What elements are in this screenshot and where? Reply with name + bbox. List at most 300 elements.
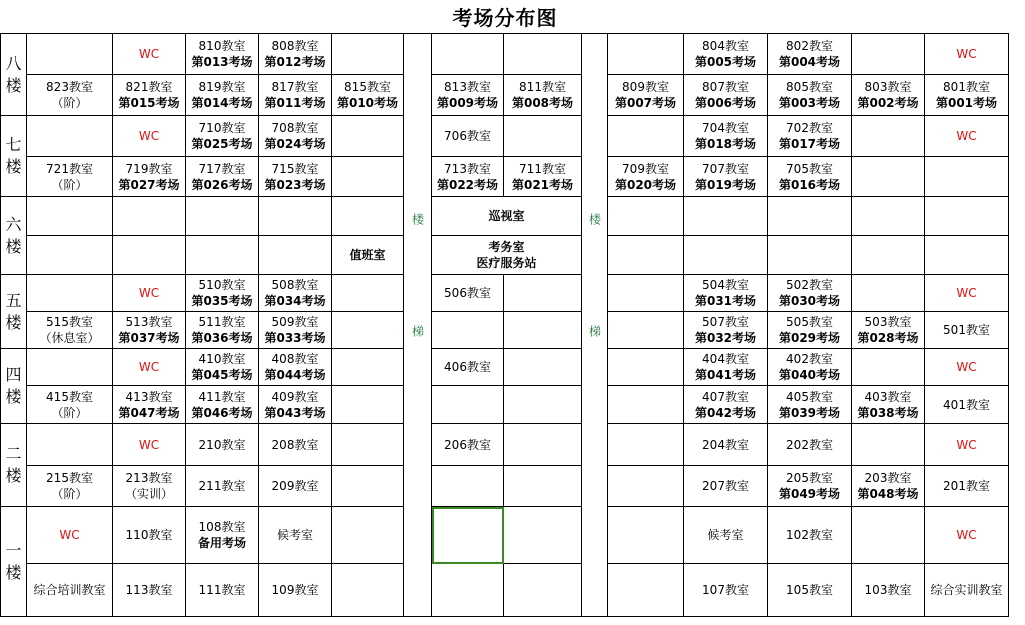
room-cell bbox=[27, 75, 113, 116]
room-cell bbox=[259, 507, 332, 564]
room-cell bbox=[768, 75, 852, 116]
room-name: 805教室 bbox=[786, 80, 833, 94]
room-cell bbox=[684, 349, 768, 386]
exam-room-label: 第046考场 bbox=[191, 405, 253, 420]
empty-cell bbox=[925, 236, 1009, 275]
empty-cell bbox=[852, 275, 925, 312]
room-note: （阶） bbox=[51, 96, 88, 110]
empty-cell bbox=[332, 349, 404, 386]
table-row bbox=[1, 312, 1009, 349]
stair-label: 楼梯 bbox=[587, 213, 602, 437]
empty-cell bbox=[852, 116, 925, 157]
room-name: 407教室 bbox=[702, 389, 749, 404]
table-row bbox=[1, 564, 1009, 617]
empty-cell bbox=[432, 34, 504, 75]
empty-cell bbox=[432, 312, 504, 349]
room-cell bbox=[186, 116, 259, 157]
room-cell bbox=[259, 75, 332, 116]
room-cell bbox=[684, 564, 768, 617]
exam-room-label: 第023考场 bbox=[264, 177, 326, 192]
room-name: 506教室 bbox=[444, 286, 491, 300]
room-name: 509教室 bbox=[271, 315, 319, 329]
room-cell bbox=[768, 507, 852, 564]
empty-cell bbox=[768, 197, 852, 236]
empty-cell bbox=[186, 236, 259, 275]
room-name: 205教室 bbox=[786, 471, 833, 485]
exam-room-label: 第002考场 bbox=[857, 96, 919, 110]
room-name: 801教室 bbox=[943, 80, 990, 94]
exam-room-label: 第007考场 bbox=[614, 96, 677, 110]
exam-room-label: 第024考场 bbox=[264, 137, 326, 151]
room-name: 719教室 bbox=[125, 161, 173, 176]
table-row bbox=[1, 507, 1009, 564]
room-name: 501教室 bbox=[943, 323, 990, 337]
exam-room-label: 第014考场 bbox=[191, 96, 253, 110]
room-name: 215教室 bbox=[46, 471, 93, 485]
room-cell bbox=[684, 34, 768, 75]
exam-room-label: 第028考场 bbox=[857, 331, 919, 345]
room-cell bbox=[186, 275, 259, 312]
floor-label: 八楼 bbox=[1, 34, 27, 116]
empty-cell bbox=[113, 236, 186, 275]
room-name: 817教室 bbox=[271, 80, 319, 94]
table-row bbox=[1, 157, 1009, 197]
room-name: 109教室 bbox=[271, 583, 319, 597]
room-cell bbox=[684, 116, 768, 157]
exam-room-label: 第025考场 bbox=[191, 137, 253, 151]
room-note: （阶） bbox=[51, 487, 88, 501]
room-name: 708教室 bbox=[271, 121, 319, 135]
exam-room-label: 第047考场 bbox=[118, 405, 180, 420]
empty-cell bbox=[608, 116, 684, 157]
wc-cell: WC bbox=[113, 424, 186, 466]
exam-room-label: 第016考场 bbox=[778, 177, 841, 192]
room-cell bbox=[332, 75, 404, 116]
exam-room-label: 第037考场 bbox=[118, 331, 180, 345]
wc-cell: WC bbox=[925, 349, 1009, 386]
empty-cell bbox=[186, 197, 259, 236]
wc-cell: WC bbox=[925, 275, 1009, 312]
empty-cell bbox=[852, 157, 925, 197]
room-cell bbox=[684, 386, 768, 424]
room-name: 717教室 bbox=[198, 161, 246, 176]
empty-cell bbox=[608, 349, 684, 386]
room-name: 513教室 bbox=[125, 315, 173, 329]
empty-cell bbox=[332, 197, 404, 236]
exam-room-label: 第017考场 bbox=[778, 137, 841, 151]
room-name: 803教室 bbox=[864, 80, 912, 94]
room-cell bbox=[259, 275, 332, 312]
room-cell bbox=[684, 466, 768, 507]
empty-cell bbox=[504, 275, 582, 312]
room-name: 511教室 bbox=[198, 315, 246, 329]
room-name: 711教室 bbox=[519, 161, 566, 176]
room-name: 705教室 bbox=[786, 161, 833, 176]
empty-cell bbox=[608, 424, 684, 466]
wc-cell: WC bbox=[113, 34, 186, 75]
floor-label: 七楼 bbox=[1, 116, 27, 197]
room-name: 404教室 bbox=[702, 352, 749, 366]
room-name: 807教室 bbox=[702, 80, 749, 94]
room-name: 考务室 bbox=[488, 240, 525, 254]
room-name: 505教室 bbox=[786, 315, 833, 329]
empty-cell bbox=[768, 236, 852, 275]
room-name: 411教室 bbox=[198, 389, 246, 404]
exam-room-label: 第048考场 bbox=[857, 487, 919, 501]
room-name: 候考室 bbox=[276, 528, 313, 542]
room-cell bbox=[432, 275, 504, 312]
empty-cell bbox=[608, 386, 684, 424]
empty-cell bbox=[27, 116, 113, 157]
room-name: 709教室 bbox=[622, 161, 669, 176]
room-cell bbox=[768, 116, 852, 157]
empty-cell bbox=[608, 275, 684, 312]
office-cell: 值班室 bbox=[332, 236, 404, 275]
room-name: 811教室 bbox=[519, 80, 566, 94]
empty-cell bbox=[432, 386, 504, 424]
empty-cell bbox=[852, 236, 925, 275]
room-name: 504教室 bbox=[702, 278, 749, 292]
room-cell bbox=[925, 564, 1009, 617]
room-cell bbox=[186, 312, 259, 349]
empty-cell bbox=[684, 197, 768, 236]
empty-cell bbox=[332, 466, 404, 507]
exam-room-label: 第026考场 bbox=[191, 177, 253, 192]
empty-cell bbox=[608, 197, 684, 236]
exam-room-label: 第038考场 bbox=[857, 405, 919, 420]
exam-room-label: 第031考场 bbox=[694, 294, 757, 308]
room-cell bbox=[27, 466, 113, 507]
empty-cell bbox=[504, 424, 582, 466]
room-cell bbox=[27, 312, 113, 349]
room-cell bbox=[684, 75, 768, 116]
room-cell bbox=[186, 386, 259, 424]
room-name: 721教室 bbox=[46, 161, 93, 176]
room-name: 804教室 bbox=[702, 39, 749, 53]
room-name: 815教室 bbox=[344, 80, 391, 94]
room-name: 405教室 bbox=[786, 389, 833, 404]
table-row bbox=[1, 116, 1009, 157]
wc-cell: WC bbox=[925, 424, 1009, 466]
room-name: 508教室 bbox=[271, 278, 319, 292]
empty-cell bbox=[925, 197, 1009, 236]
floor-label: 五楼 bbox=[1, 275, 27, 349]
empty-cell bbox=[925, 157, 1009, 197]
room-cell bbox=[259, 116, 332, 157]
room-cell bbox=[768, 34, 852, 75]
room-name: 502教室 bbox=[786, 278, 833, 292]
room-cell bbox=[27, 157, 113, 197]
room-cell bbox=[684, 507, 768, 564]
empty-cell bbox=[608, 312, 684, 349]
room-name: 候考室 bbox=[707, 528, 744, 542]
room-cell bbox=[852, 75, 925, 116]
empty-cell bbox=[852, 34, 925, 75]
room-name: 综合培训教室 bbox=[33, 583, 106, 597]
room-cell bbox=[608, 75, 684, 116]
empty-cell bbox=[432, 564, 504, 617]
room-cell bbox=[925, 312, 1009, 349]
floor-label: 四楼 bbox=[1, 349, 27, 424]
exam-room-label: 第005考场 bbox=[694, 55, 757, 69]
empty-cell bbox=[259, 197, 332, 236]
table-row bbox=[1, 466, 1009, 507]
room-name: 207教室 bbox=[702, 479, 749, 493]
selected-cell[interactable] bbox=[432, 507, 504, 564]
table-row bbox=[1, 349, 1009, 386]
exam-room-label: 第010考场 bbox=[336, 96, 399, 110]
room-name: 706教室 bbox=[444, 129, 491, 143]
room-name: 211教室 bbox=[198, 479, 246, 493]
exam-room-label: 医疗服务站 bbox=[476, 256, 537, 270]
room-cell bbox=[684, 312, 768, 349]
room-cell bbox=[113, 157, 186, 197]
room-cell bbox=[768, 349, 852, 386]
room-name: 103教室 bbox=[864, 583, 912, 597]
room-name: 401教室 bbox=[943, 397, 990, 412]
room-cell bbox=[113, 466, 186, 507]
room-name: 203教室 bbox=[864, 471, 912, 485]
exam-room-label: 第042考场 bbox=[694, 405, 757, 420]
room-name: 113教室 bbox=[125, 583, 173, 597]
exam-room-label: 第043考场 bbox=[264, 405, 326, 420]
room-cell bbox=[768, 466, 852, 507]
room-cell bbox=[186, 424, 259, 466]
room-name: 108教室 bbox=[198, 520, 246, 534]
room-name: 823教室 bbox=[46, 80, 93, 94]
empty-cell bbox=[852, 424, 925, 466]
exam-room-label: 第003考场 bbox=[778, 96, 841, 110]
empty-cell bbox=[608, 564, 684, 617]
room-name: 406教室 bbox=[444, 360, 491, 374]
room-cell bbox=[259, 312, 332, 349]
wc-cell: WC bbox=[113, 116, 186, 157]
exam-room-label: 第035考场 bbox=[191, 294, 253, 308]
exam-room-label: 第027考场 bbox=[118, 177, 180, 192]
table-row bbox=[1, 386, 1009, 424]
wc-cell: WC bbox=[925, 34, 1009, 75]
room-name: 819教室 bbox=[198, 80, 246, 94]
stairwell bbox=[582, 34, 608, 617]
room-cell bbox=[432, 236, 582, 275]
exam-room-label: 第034考场 bbox=[264, 294, 326, 308]
floor-label: 六楼 bbox=[1, 197, 27, 275]
room-cell bbox=[432, 116, 504, 157]
room-name: 710教室 bbox=[198, 121, 246, 135]
table-row bbox=[1, 34, 1009, 75]
room-cell bbox=[113, 386, 186, 424]
room-cell bbox=[925, 386, 1009, 424]
empty-cell bbox=[113, 197, 186, 236]
room-cell bbox=[113, 507, 186, 564]
exam-room-label: 第019考场 bbox=[694, 177, 757, 192]
exam-room-label: 第022考场 bbox=[436, 177, 499, 192]
empty-cell bbox=[332, 157, 404, 197]
room-cell bbox=[432, 157, 504, 197]
room-cell bbox=[27, 386, 113, 424]
wc-cell: WC bbox=[113, 275, 186, 312]
stair-label: 楼梯 bbox=[410, 213, 425, 437]
wc-cell: WC bbox=[925, 116, 1009, 157]
empty-cell bbox=[332, 116, 404, 157]
empty-cell bbox=[504, 466, 582, 507]
empty-cell bbox=[27, 275, 113, 312]
exam-room-label: 第001考场 bbox=[935, 96, 998, 110]
room-cell bbox=[186, 466, 259, 507]
room-cell bbox=[259, 424, 332, 466]
wc-cell: WC bbox=[27, 507, 113, 564]
exam-room-label: 第008考场 bbox=[511, 96, 574, 110]
exam-room-label: 第004考场 bbox=[778, 55, 841, 69]
empty-cell bbox=[608, 34, 684, 75]
empty-cell bbox=[608, 507, 684, 564]
room-cell bbox=[186, 75, 259, 116]
room-cell bbox=[259, 564, 332, 617]
table-row bbox=[1, 75, 1009, 116]
room-cell bbox=[259, 466, 332, 507]
table-row bbox=[1, 275, 1009, 312]
exam-layout-table bbox=[0, 33, 1009, 617]
empty-cell bbox=[332, 386, 404, 424]
room-cell bbox=[768, 312, 852, 349]
empty-cell bbox=[332, 507, 404, 564]
room-name: 809教室 bbox=[622, 80, 669, 94]
empty-cell bbox=[504, 386, 582, 424]
exam-room-label: 第036考场 bbox=[191, 331, 253, 345]
stairwell bbox=[404, 34, 432, 617]
empty-cell bbox=[608, 466, 684, 507]
room-name: 210教室 bbox=[198, 437, 246, 452]
room-cell bbox=[259, 349, 332, 386]
exam-room-label: 第006考场 bbox=[694, 96, 757, 110]
room-cell bbox=[852, 564, 925, 617]
empty-cell bbox=[504, 34, 582, 75]
room-name: 202教室 bbox=[786, 437, 833, 452]
room-name: 403教室 bbox=[864, 389, 912, 404]
room-name: 510教室 bbox=[198, 278, 246, 292]
empty-cell bbox=[332, 34, 404, 75]
room-name: 813教室 bbox=[444, 80, 491, 94]
floor-label: 一楼 bbox=[1, 507, 27, 617]
room-cell bbox=[186, 507, 259, 564]
exam-room-label: 第032考场 bbox=[694, 331, 757, 345]
exam-room-label: 第013考场 bbox=[191, 55, 253, 69]
exam-room-label: 第044考场 bbox=[264, 368, 326, 382]
room-cell bbox=[259, 157, 332, 197]
wc-cell: WC bbox=[113, 349, 186, 386]
empty-cell bbox=[504, 312, 582, 349]
wc-cell: WC bbox=[925, 507, 1009, 564]
room-cell bbox=[684, 157, 768, 197]
room-note: （实训） bbox=[124, 487, 173, 501]
room-cell bbox=[684, 275, 768, 312]
empty-cell bbox=[27, 34, 113, 75]
room-name: 707教室 bbox=[702, 161, 749, 176]
room-name: 201教室 bbox=[943, 479, 990, 493]
room-name: 413教室 bbox=[125, 389, 173, 404]
empty-cell bbox=[504, 564, 582, 617]
exam-room-label: 第030考场 bbox=[778, 294, 841, 308]
room-cell bbox=[432, 75, 504, 116]
room-name: 102教室 bbox=[786, 528, 833, 542]
empty-cell bbox=[504, 349, 582, 386]
room-cell bbox=[113, 564, 186, 617]
room-cell bbox=[113, 75, 186, 116]
room-cell bbox=[186, 157, 259, 197]
table-row bbox=[1, 197, 1009, 236]
room-cell bbox=[186, 349, 259, 386]
room-name: 409教室 bbox=[271, 389, 319, 404]
room-name: 507教室 bbox=[702, 315, 749, 329]
room-cell bbox=[27, 564, 113, 617]
room-cell bbox=[925, 75, 1009, 116]
empty-cell bbox=[27, 349, 113, 386]
empty-cell bbox=[504, 116, 582, 157]
room-name: 704教室 bbox=[702, 121, 749, 135]
room-name: 213教室 bbox=[125, 471, 173, 485]
empty-cell bbox=[608, 236, 684, 275]
empty-cell bbox=[684, 236, 768, 275]
room-name: 208教室 bbox=[271, 437, 319, 452]
room-name: 503教室 bbox=[864, 315, 912, 329]
exam-room-label: 第009考场 bbox=[436, 96, 499, 110]
room-cell bbox=[504, 157, 582, 197]
room-cell bbox=[852, 466, 925, 507]
room-name: 402教室 bbox=[786, 352, 833, 366]
exam-room-label: 第045考场 bbox=[191, 368, 253, 382]
empty-cell bbox=[27, 424, 113, 466]
room-cell bbox=[608, 157, 684, 197]
room-cell bbox=[432, 349, 504, 386]
exam-room-label: 第029考场 bbox=[778, 331, 841, 345]
room-cell bbox=[768, 275, 852, 312]
room-cell bbox=[259, 34, 332, 75]
empty-cell bbox=[259, 236, 332, 275]
exam-room-label: 第015考场 bbox=[118, 96, 180, 110]
table-row bbox=[1, 424, 1009, 466]
room-cell bbox=[504, 75, 582, 116]
room-cell bbox=[684, 424, 768, 466]
room-name: 810教室 bbox=[198, 39, 246, 53]
room-name: 111教室 bbox=[198, 583, 246, 597]
exam-room-label: 第041考场 bbox=[694, 368, 757, 382]
empty-cell bbox=[504, 507, 582, 564]
room-cell bbox=[186, 34, 259, 75]
table-row bbox=[1, 236, 1009, 275]
floor-label: 二楼 bbox=[1, 424, 27, 507]
page-title: 考场分布图 bbox=[452, 6, 558, 30]
room-name: 702教室 bbox=[786, 121, 833, 135]
room-name: 713教室 bbox=[444, 161, 491, 176]
room-cell bbox=[432, 424, 504, 466]
room-cell bbox=[768, 424, 852, 466]
exam-room-label: 第011考场 bbox=[264, 96, 326, 110]
exam-room-label: 第021考场 bbox=[511, 177, 574, 192]
exam-room-label: 第033考场 bbox=[264, 331, 326, 345]
room-name: 410教室 bbox=[198, 352, 246, 366]
room-name: 206教室 bbox=[444, 437, 491, 452]
room-cell bbox=[259, 386, 332, 424]
empty-cell bbox=[332, 275, 404, 312]
room-cell bbox=[113, 312, 186, 349]
room-name: 204教室 bbox=[702, 437, 749, 452]
room-name: 808教室 bbox=[271, 39, 319, 53]
room-name: 515教室 bbox=[46, 315, 93, 329]
room-name: 107教室 bbox=[702, 583, 749, 597]
exam-room-label: 第039考场 bbox=[778, 405, 841, 420]
room-name: 105教室 bbox=[786, 583, 833, 597]
room-note: （阶） bbox=[51, 177, 88, 192]
